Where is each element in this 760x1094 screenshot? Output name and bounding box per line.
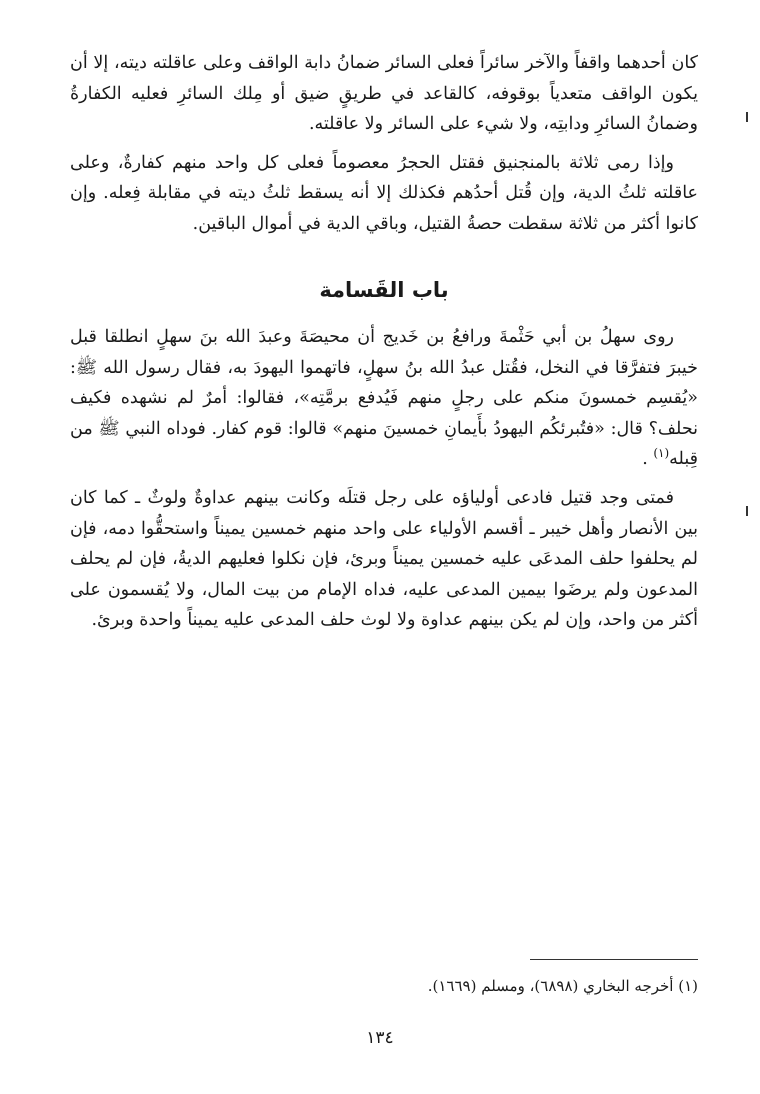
margin-mark xyxy=(746,506,748,516)
chapter-heading: باب القَسامة xyxy=(319,278,449,302)
paragraph-qasama-ruling: فمتى وجد قتيل فادعى أولياؤه على رجل قتلَه وكانت بينهم عداوةٌ ولوثٌ ـ كما كان بين الأنصار وأهل خيبر ـ أقسم الأولياء على واحد منهم خمسين يميناً واستحقُّوا دمه، فإن لم يحلفوا حلف المدعَى عليه خمسين يميناً وبرئ، فإن نكلوا فعليهم الديةُ، فإن لم يحلف المدعون ولم يرضَوا بيمين المدعى عليه، فداه الإمام من بيت المال، ولا يُقسمون على أكثر من واحد، وإن لم يكن بينهم عداوة ولا لوث حلف المدعى عليه يميناً واحدة وبرئ. xyxy=(70,487,698,631)
hadith-text: روى سهلُ بن أبي حَثْمةَ ورافعُ بن خَديج أن محيصَةَ وعبدَ الله بنَ سهلٍ انطلقا قبل خيبرَ فتفرَّقا في النخل، فقُتل عبدُ الله بنُ سهلٍ، فاتهموا اليهودَ به، فقال رسول الله ﷺ: «يُقسِم خمسونَ منكم على رجلٍ منهم فَيُدفع برمَّتِه»، فقالوا: أمرٌ لم نشهده فكيف نحلف؟ قال: «فتُبرئكُم اليهودُ بأَيمانِ خمسينَ منهم» قالوا: قوم كفار. فوداه النبي ﷺ من قِبله xyxy=(70,327,698,470)
margin-mark xyxy=(746,112,748,122)
hadith-end: . xyxy=(642,449,648,470)
paragraph-catapult: وإذا رمى ثلاثة بالمنجنيق فقتل الحجرُ معصوماً فعلى كل واحد منهم كفارةٌ، وعلى عاقلته ثلثُ الدية، وإن قُتل أحدُهم فكذلك إلا أنه يسقط ثلثُ ديته في مقابلة فِعله. وإن كانوا أكثر من ثلاثة سقطت حصةُ القتيل، وباقي الدية في أموال الباقين. xyxy=(70,152,698,234)
footnote-marker: (١) xyxy=(653,446,670,461)
opening-text xyxy=(70,48,698,240)
paragraph-hadith xyxy=(70,322,698,475)
paragraph-continued: كان أحدهما واقفاً والآخر سائراً فعلى السائر ضمانُ دابة الواقف وعلى عاقلته ديته، إلا أن يكون الواقف متعدياً بوقوفه، كالقاعد في طريقٍ ضيق أو مِلك السائرِ فعليه الكفارةُ وضمانُ السائرِ ودابتِه، ولا شيء على السائر ولا عاقلته. xyxy=(70,53,698,135)
footnote: (١) أخرجه البخاري (٦٨٩٨)، ومسلم (١٦٦٩). xyxy=(427,977,698,995)
chapter-text xyxy=(70,322,698,636)
footnote-separator xyxy=(530,959,698,960)
page-number: ١٣٤ xyxy=(366,1028,394,1048)
